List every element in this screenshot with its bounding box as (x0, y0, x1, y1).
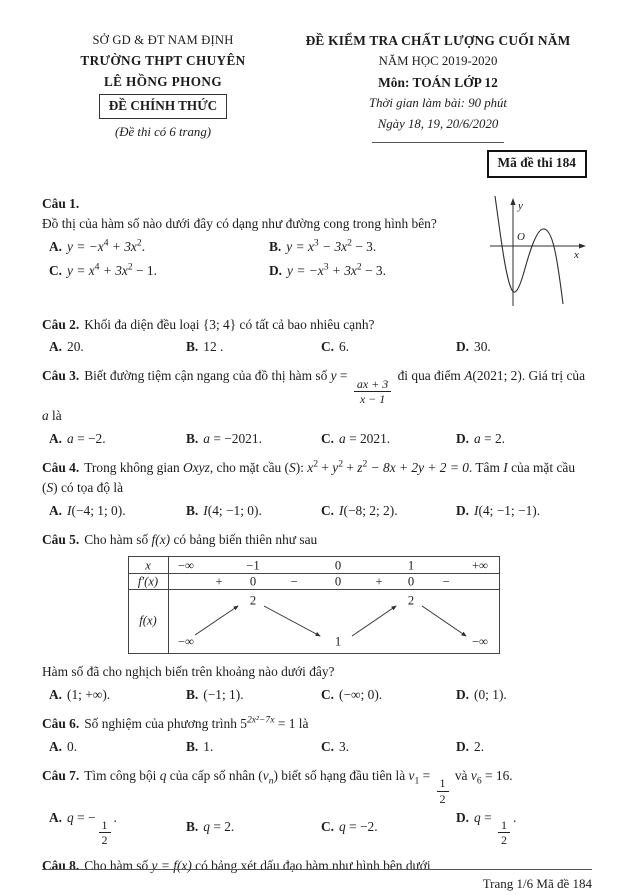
fp-sign: − (442, 575, 450, 590)
option-a: A. q = − $\frac{1}{2}$ . (49, 809, 117, 848)
option-d: D. q = $\frac{1}{2}$ . (456, 809, 517, 848)
page-header (42, 30, 592, 143)
fp-sign: − (290, 575, 298, 590)
x-value: 0 (334, 559, 342, 574)
option-a: A. I(−4; 1; 0). (49, 502, 126, 518)
department-line: SỞ GD & ĐT NAM ĐỊNH (92, 33, 234, 47)
exam-info-block (284, 30, 592, 143)
date-line: Ngày 18, 19, 20/6/2020 (377, 116, 499, 131)
option-b: B. I(4; −1; 0). (186, 502, 262, 518)
option-c: C. (−∞; 0). (321, 686, 383, 702)
school-line-2: LÊ HỒNG PHONG (103, 74, 223, 90)
option-b: B. (−1; 1). (186, 686, 244, 702)
official-exam-box-row (42, 94, 284, 118)
y-axis-arrow (510, 198, 515, 205)
fp-sign: 0 (407, 575, 415, 590)
question-text: Đồ thị của hàm số nào dưới đây có dạng như đường cong trong hình bên? (42, 216, 437, 232)
question-text: Khối đa diện đều loại {3; 4} có tất cả bao nhiêu cạnh? (84, 316, 375, 332)
option-c: C. $y = x^4 + 3x^2 - 1$. (49, 261, 157, 278)
question-6 (42, 714, 592, 757)
fp-sign: 0 (249, 575, 257, 590)
options-row (42, 501, 592, 521)
question-4 (42, 458, 592, 521)
arrow-down-1 (264, 606, 320, 636)
page-number: Trang 1/6 Mã đề 184 (482, 876, 592, 891)
f-value: 2 (407, 594, 415, 609)
question-text-2: Hàm số đã cho nghịch biến trên khoảng nào dưới đây? (42, 664, 335, 680)
x-value: −∞ (177, 559, 195, 574)
question-label: Câu 1. (42, 195, 80, 211)
options-row (42, 337, 592, 357)
option-b: B. 1. (186, 738, 214, 754)
question-label: Câu 4. (42, 459, 80, 475)
question-5 (42, 530, 592, 705)
header-divider (372, 142, 504, 143)
option-d: D. (0; 1). (456, 686, 507, 702)
question-text: Số nghiệm của phương trình $5^{2x^2-7x} = 1$ là (84, 714, 309, 732)
option-c: C. 6. (321, 339, 350, 355)
option-b: B. a = −2021. (186, 430, 262, 446)
option-c: C. I(−8; 2; 2). (321, 502, 398, 518)
x-value: 1 (407, 559, 415, 574)
option-d: D. 2. (456, 738, 485, 754)
row-fp-label: f′(x) (137, 575, 159, 590)
page-count-note: (Đề thi có 6 trang) (115, 124, 211, 139)
question-label: Câu 3. (42, 368, 80, 384)
f-value: 2 (249, 594, 257, 609)
variation-table (128, 556, 500, 654)
question-3 (42, 366, 592, 449)
f-value: −∞ (177, 635, 195, 650)
origin-label: O (517, 230, 525, 243)
question-text: Trong không gian Oxyz, cho mặt cầu (S): $x^2 + y^2 + z^2 - 8x + 2y + 2 = 0$. Tâm I của mặt cầu (S) có tọa độ là (42, 458, 576, 496)
fp-sign: 0 (334, 575, 342, 590)
options-grid (42, 237, 488, 281)
exam-code-box: Mã đề thi 184 (487, 150, 587, 177)
question-text: Cho hàm số f(x) có bảng biến thiên như sau (84, 532, 318, 548)
question-text: Tìm công bội q của cấp số nhân $(v_n)$ biết số hạng đầu tiên là $v_1$ = $\frac{1}{2}$ và $v_6 = 16$. (84, 767, 513, 806)
question-label: Câu 8. (42, 858, 80, 874)
school-line-1: TRƯỜNG THPT CHUYÊN (80, 53, 246, 69)
options-row (42, 808, 592, 848)
options-row (42, 685, 592, 705)
exam-title: ĐỀ KIỂM TRA CHẤT LƯỢNG CUỐI NĂM (305, 33, 571, 48)
option-a: A. 20. (49, 339, 84, 355)
cubic-curve-graph (488, 196, 592, 306)
row-f-label: f(x) (139, 614, 157, 629)
question-label: Câu 7. (42, 767, 80, 783)
school-year: NĂM HỌC 2019-2020 (378, 54, 498, 69)
option-d: D. a = 2. (456, 430, 506, 446)
option-d: D. I(4; −1; −1). (456, 502, 541, 518)
x-value: +∞ (471, 559, 489, 574)
option-c: C. a = 2021. (321, 430, 391, 446)
question-2 (42, 315, 592, 358)
f-value: −∞ (471, 635, 489, 650)
arrow-up-2 (352, 606, 396, 636)
option-a: A. a = −2. (49, 430, 106, 446)
exam-code-row (42, 150, 592, 177)
option-a: A. (1; +∞). (49, 686, 111, 702)
option-a: A. $y = -x^4 + 3x^2$. (49, 237, 146, 255)
arrow-down-2 (422, 606, 466, 636)
f-value: 1 (334, 635, 342, 650)
question-1 (42, 194, 592, 306)
question-7 (42, 766, 592, 848)
option-a: A. 0. (49, 738, 78, 754)
arrow-up-1 (195, 606, 238, 635)
question-label: Câu 6. (42, 716, 80, 732)
x-value: −1 (246, 559, 260, 574)
duration-line: Thời gian làm bài: 90 phút (368, 96, 507, 111)
x-axis-arrow (579, 243, 586, 248)
fp-sign: + (215, 575, 223, 590)
y-axis-label: y (518, 199, 523, 212)
page-footer (42, 869, 592, 894)
function-curve (495, 196, 563, 304)
option-c: C. q = −2. (321, 819, 378, 835)
school-block (42, 30, 284, 143)
option-b: B. $y = x^3 - 3x^2 - 3$. (269, 237, 377, 255)
options-row (42, 737, 592, 757)
official-exam-box: ĐỀ CHÍNH THỨC (99, 94, 227, 118)
question-label: Câu 2. (42, 316, 80, 332)
question-text: Biết đường tiệm cận ngang của đồ thị hàm số y = $\frac{ax + 3}{x - 1}$ đi qua điểm A(2021; 2). Giá trị của a là (42, 368, 586, 424)
variation-arrows (168, 589, 499, 653)
option-d: D. 30. (456, 339, 491, 355)
fp-sign: + (375, 575, 383, 590)
subject-line: Môn: TOÁN LỚP 12 (378, 74, 498, 90)
option-c: C. 3. (321, 738, 350, 754)
question-text: Cho hàm số y = f(x) có bảng xét dấu đạo hàm như hình bên dưới (84, 858, 431, 874)
row-x-label: x (145, 559, 151, 574)
option-b: B. q = 2. (186, 819, 235, 835)
x-axis-label: x (574, 248, 579, 261)
option-d: D. $y = -x^3 + 3x^2 - 3$. (269, 261, 386, 278)
question-label: Câu 5. (42, 532, 80, 548)
options-row (42, 429, 592, 449)
option-b: B. 12 . (186, 339, 224, 355)
